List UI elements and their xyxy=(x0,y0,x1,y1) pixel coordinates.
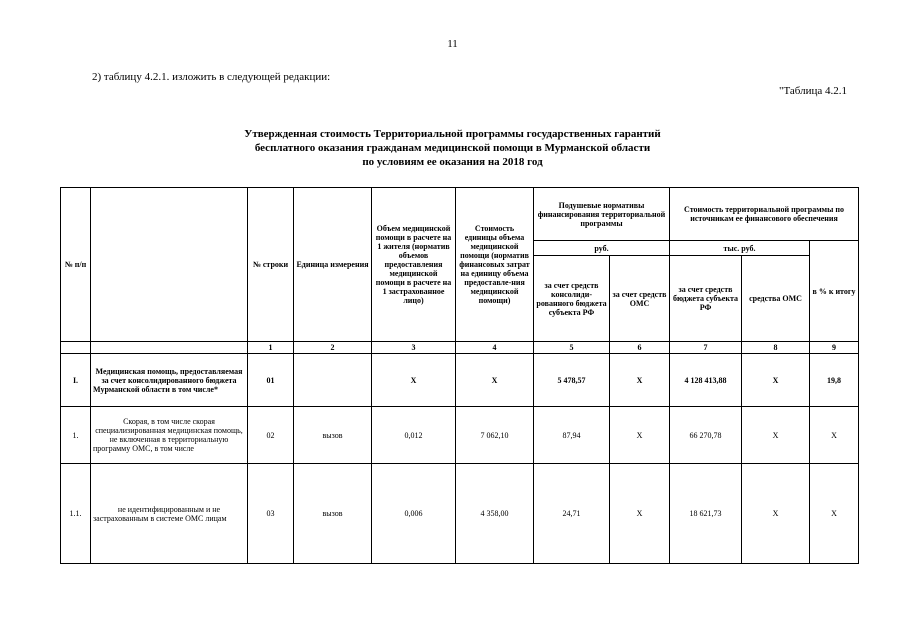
page-number: 11 xyxy=(447,38,458,50)
header-percent: в % к итогу xyxy=(810,241,859,342)
column-number: 6 xyxy=(610,342,670,354)
header-oms-funds: за счет средств ОМС xyxy=(610,256,670,342)
row-total-budget: 66 270,78 xyxy=(670,407,742,464)
column-number-blank xyxy=(91,342,248,354)
header-name xyxy=(91,188,248,342)
column-number: 9 xyxy=(810,342,859,354)
row-percent: 19,8 xyxy=(810,354,859,407)
row-unit: вызов xyxy=(294,407,372,464)
row-unit xyxy=(294,354,372,407)
title-line-1: Утвержденная стоимость Территориальной программы государственных гарантий xyxy=(244,128,661,140)
row-name: Скорая, в том числе скорая специализированная медицинская помощь, не включенная в территориальную программу ОМС, в том числе xyxy=(91,407,248,464)
column-number: 3 xyxy=(372,342,456,354)
document-title xyxy=(0,127,905,169)
row-per-oms: X xyxy=(610,464,670,564)
row-percent: X xyxy=(810,464,859,564)
row-volume: 0,012 xyxy=(372,407,456,464)
row-volume: 0,006 xyxy=(372,464,456,564)
table-row xyxy=(61,407,859,464)
row-cost: X xyxy=(456,354,534,407)
row-per-budget: 24,71 xyxy=(534,464,610,564)
column-number-row xyxy=(61,342,859,354)
column-number: 1 xyxy=(248,342,294,354)
row-num: 1.1. xyxy=(61,464,91,564)
row-per-oms: X xyxy=(610,354,670,407)
row-per-budget: 5 478,57 xyxy=(534,354,610,407)
table-row xyxy=(61,464,859,564)
table-reference: "Таблица 4.2.1 xyxy=(778,85,847,97)
header-unit-cost: Стоимость единицы объема медицинской помощи (норматив финансовых затрат на единицу объема предоставле-ния медицинской помощи) xyxy=(456,188,534,342)
column-number: 4 xyxy=(456,342,534,354)
header-row-number: № строки xyxy=(248,188,294,342)
header-budget-rf: за счет средств бюджета субъекта РФ xyxy=(670,256,742,342)
row-total-oms: X xyxy=(742,354,810,407)
row-cost: 4 358,00 xyxy=(456,464,534,564)
row-name: Медицинская помощь, предоставляемая за счет консолидированного бюджета Мурманской области в том числе* xyxy=(91,354,248,407)
row-name: не идентифицированным и не застрахованным в системе ОМС лицам xyxy=(91,464,248,564)
header-rub: руб. xyxy=(534,241,670,256)
column-number: 7 xyxy=(670,342,742,354)
table-row xyxy=(61,354,859,407)
header-unit: Единица измерения xyxy=(294,188,372,342)
row-unit: вызов xyxy=(294,464,372,564)
column-number: 5 xyxy=(534,342,610,354)
row-total-oms: X xyxy=(742,407,810,464)
column-number: 8 xyxy=(742,342,810,354)
title-line-3: по условиям ее оказания на 2018 год xyxy=(362,156,543,168)
header-per-capita: Подушевые нормативы финансирования территориальной программы xyxy=(534,188,670,241)
row-code: 02 xyxy=(248,407,294,464)
header-row-1 xyxy=(61,188,859,241)
header-total-cost: Стоимость территориальной программы по источникам ее финансового обеспечения xyxy=(670,188,859,241)
row-total-oms: X xyxy=(742,464,810,564)
row-per-oms: X xyxy=(610,407,670,464)
header-volume: Объем медицинской помощи в расчете на 1 жителя (норматив объемов предоставления медицинской помощи в расчете на 1 застрахованное лицо) xyxy=(372,188,456,342)
header-budget-subject: за счет средств консолиди-рованного бюджета субъекта РФ xyxy=(534,256,610,342)
header-thous-rub: тыс. руб. xyxy=(670,241,810,256)
cost-table xyxy=(60,187,859,564)
row-total-budget: 18 621,73 xyxy=(670,464,742,564)
row-code: 01 xyxy=(248,354,294,407)
intro-text: 2) таблицу 4.2.1. изложить в следующей редакции: xyxy=(92,71,331,83)
column-number-blank xyxy=(61,342,91,354)
row-per-budget: 87,94 xyxy=(534,407,610,464)
header-num: № п/п xyxy=(61,188,91,342)
column-number: 2 xyxy=(294,342,372,354)
row-total-budget: 4 128 413,88 xyxy=(670,354,742,407)
row-percent: X xyxy=(810,407,859,464)
header-oms: средства ОМС xyxy=(742,256,810,342)
row-num: 1. xyxy=(61,407,91,464)
row-num: I. xyxy=(61,354,91,407)
title-line-2: бесплатного оказания гражданам медицинской помощи в Мурманской области xyxy=(254,142,651,154)
row-cost: 7 062,10 xyxy=(456,407,534,464)
row-code: 03 xyxy=(248,464,294,564)
row-volume: X xyxy=(372,354,456,407)
